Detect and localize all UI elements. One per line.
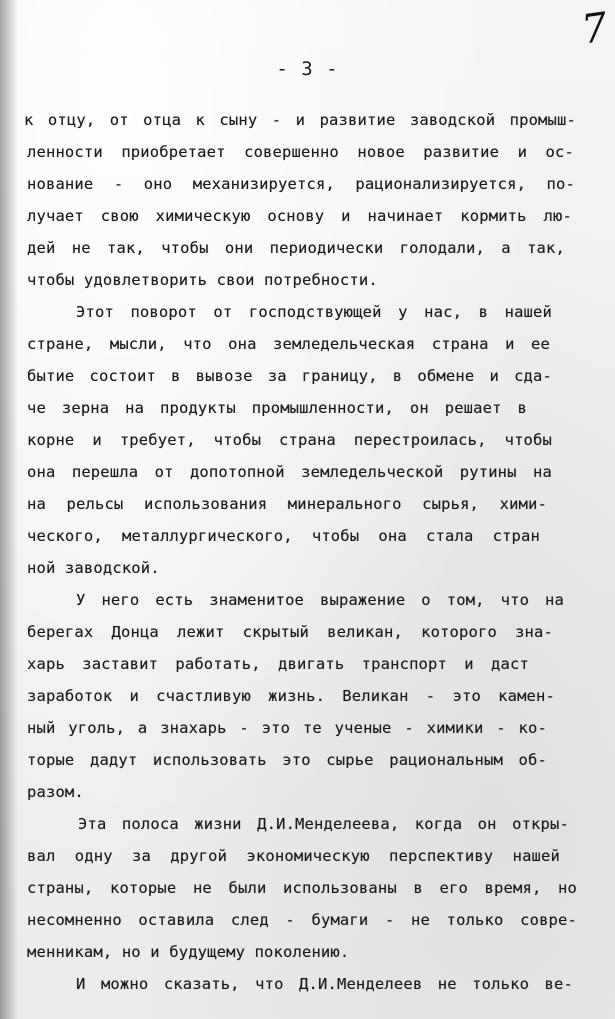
text-line: к отцу, от отца к сыну - и развитие заводской промыш- (24, 111, 576, 129)
text-line: ленности приобретает совершенно новое развитие и ос- (27, 143, 574, 161)
text-line: ный уголь, а знахарь - это те ученые - химики - ко- (27, 719, 547, 737)
text-line: У него есть знаменитое выражение о том, что на (76, 591, 564, 609)
text-line: И можно сказать, что Д.И.Менделеев не только ве- (76, 975, 573, 993)
text-line: несомненно оставила след - бумаги - не только совре- (27, 911, 577, 929)
text-line: нование - оно механизируется, рационализируется, по- (27, 175, 575, 193)
text-line: че зерна на продукты промышленности, он решает в (27, 399, 527, 417)
text-line: разом. (27, 783, 84, 801)
text-line: берегах Донца лежит скрытый великан, которого зна- (27, 623, 553, 641)
text-line: лучает свою химическую основу и начинает кормить лю- (27, 207, 572, 225)
scan-edge-shadow (0, 0, 18, 1019)
text-line: бытие состоит в вывозе за границу, в обмене и сда- (27, 367, 552, 385)
text-line: на рельсы использования минерального сырья, хими- (27, 495, 547, 513)
text-line: Эта полоса жизни Д.И.Менделеева, когда он откры- (78, 815, 569, 833)
text-line: ческого, металлургического, чтобы она стала стран (27, 527, 540, 545)
text-line: заработок и счастливую жизнь. Великан - это камен- (27, 687, 555, 705)
text-line: корне и требует, чтобы страна перестроилась, чтобы (27, 431, 552, 449)
text-line: вал одну за другой экономическую перспективу нашей (27, 847, 560, 865)
handwritten-page-mark: 7 (578, 4, 611, 54)
text-line: стране, мысли, что она земледельческая страна и ее (27, 335, 550, 353)
text-line: Этот поворот от господствующей у нас, в нашей (76, 303, 552, 321)
text-line: она перешла от допотопной земледельческой рутины на (27, 463, 552, 481)
text-line: дей не так, чтобы они периодически голодали, а так, (27, 239, 565, 257)
text-line: менникам, но и будущему поколению. (27, 943, 350, 961)
text-line: торые дадут использовать это сырье рациональным об- (27, 751, 547, 769)
text-line: харь заставит работать, двигать транспорт и даст (27, 655, 529, 673)
page-number: - 3 - (276, 58, 339, 80)
text-line: ной заводской. (27, 559, 160, 577)
text-line: чтобы удовлетворить свои потребности. (27, 271, 378, 289)
text-line: страны, которые не были использованы в его время, но (27, 879, 577, 897)
